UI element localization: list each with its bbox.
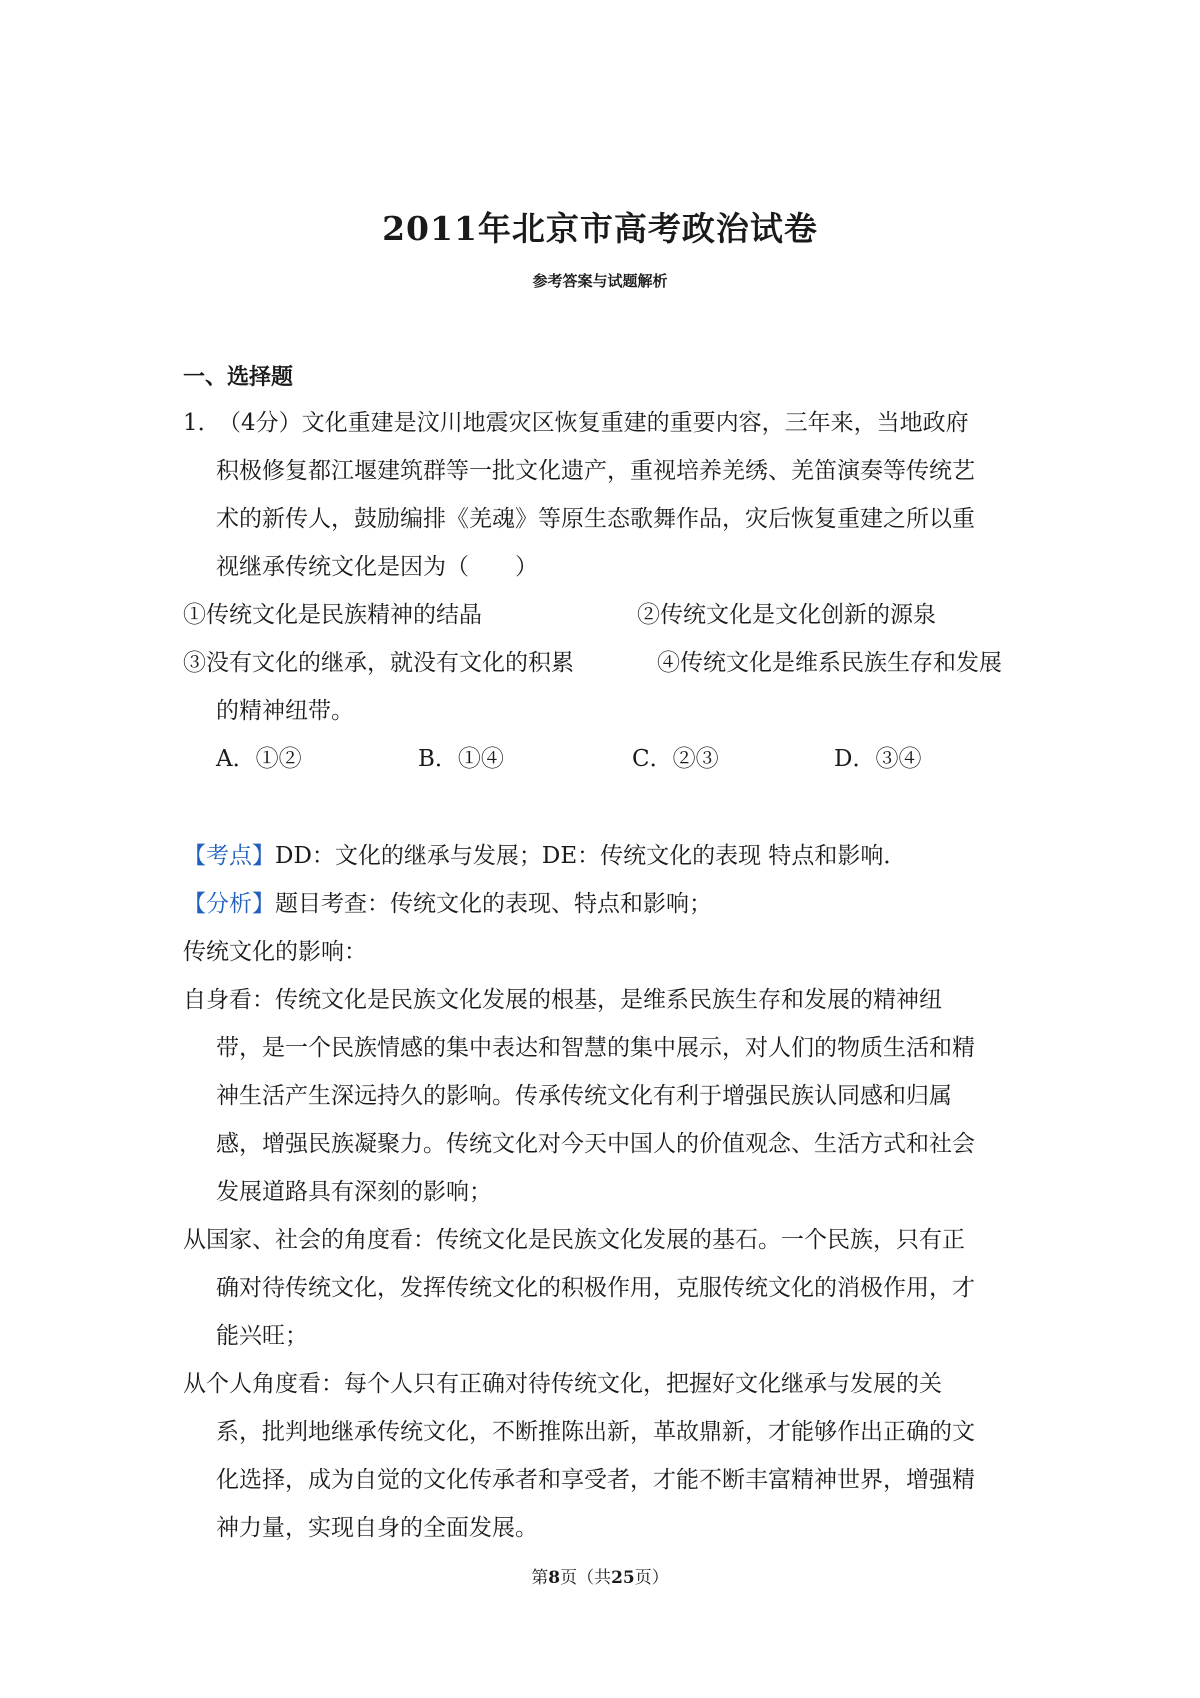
statement-1: ①传统文化是民族精神的结晶 — [183, 602, 482, 628]
question-line — [183, 399, 969, 447]
question-stem-line: 视继承传统文化是因为（ ） — [216, 554, 538, 580]
question-stem-line: （4分）文化重建是汶川地震灾区恢复重建的重要内容，三年来，当地政府 — [218, 410, 969, 436]
footer-prefix: 第 — [531, 1568, 549, 1588]
statement-2: ②传统文化是文化创新的源泉 — [637, 602, 936, 628]
individual-paragraph-line: 化选择，成为自觉的文化传承者和享受者，才能不断丰富精神世界，增强精 — [216, 1467, 975, 1493]
fenxi-text: 题目考查：传统文化的表现、特点和影响； — [275, 891, 712, 917]
self-paragraph-line: 感，增强民族凝聚力。传统文化对今天中国人的价值观念、生活方式和社会 — [216, 1131, 975, 1157]
choice-b: B．①④ — [418, 746, 504, 772]
footer-total-pages: 25 — [611, 1568, 635, 1588]
footer-middle: 页（共 — [560, 1568, 612, 1588]
page-subtitle: 参考答案与试题解析 — [532, 272, 668, 290]
self-paragraph-line: 带，是一个民族情感的集中表达和智慧的集中展示，对人们的物质生活和精 — [216, 1035, 975, 1061]
footer-suffix: 页） — [634, 1568, 669, 1588]
question-number: 1． — [183, 410, 221, 436]
choice-a: A．①② — [216, 746, 302, 772]
statement-4: ④传统文化是维系民族生存和发展 — [657, 650, 1002, 676]
nation-paragraph-line: 能兴旺； — [216, 1323, 308, 1349]
kaodian-text: DD：文化的继承与发展；DE：传统文化的表现 特点和影响． — [275, 843, 907, 869]
nation-paragraph-line: 确对待传统文化，发挥传统文化的积极作用，克服传统文化的消极作用，才 — [216, 1275, 975, 1301]
fenxi-line — [183, 880, 712, 928]
kaodian-line — [183, 832, 906, 880]
question-stem-line: 术的新传人，鼓励编排《羌魂》等原生态歌舞作品，灾后恢复重建之所以重 — [216, 506, 975, 532]
individual-paragraph-line: 神力量，实现自身的全面发展。 — [216, 1515, 538, 1541]
self-paragraph-line: 神生活产生深远持久的影响。传承传统文化有利于增强民族认同感和归属 — [216, 1083, 952, 1109]
page-footer — [0, 1563, 1200, 1588]
fenxi-tag: 【分析】 — [183, 891, 275, 917]
statement-3: ③没有文化的继承，就没有文化的积累 — [183, 650, 574, 676]
individual-paragraph-line: 系，批判地继承传统文化，不断推陈出新，革故鼎新，才能够作出正确的文 — [216, 1419, 975, 1445]
question-stem-line: 积极修复都江堰建筑群等一批文化遗产，重视培养羌绣、羌笛演奏等传统艺 — [216, 458, 975, 484]
nation-paragraph-line: 从国家、社会的角度看：传统文化是民族文化发展的基石。一个民族，只有正 — [183, 1227, 965, 1253]
statement-4-continued: 的精神纽带。 — [216, 698, 354, 724]
footer-page-number: 8 — [548, 1568, 561, 1588]
choice-c: C．②③ — [632, 746, 719, 772]
page-title: 2011年北京市高考政治试卷 — [382, 209, 818, 248]
self-paragraph-line: 自身看：传统文化是民族文化发展的根基，是维系民族生存和发展的精神纽 — [183, 987, 942, 1013]
kaodian-tag: 【考点】 — [183, 843, 275, 869]
choice-d: D．③④ — [834, 746, 922, 772]
individual-paragraph-line: 从个人角度看：每个人只有正确对待传统文化，把握好文化继承与发展的关 — [183, 1371, 942, 1397]
influence-heading: 传统文化的影响： — [183, 939, 367, 965]
section-heading: 一、选择题 — [183, 364, 294, 390]
self-paragraph-line: 发展道路具有深刻的影响； — [216, 1179, 492, 1205]
